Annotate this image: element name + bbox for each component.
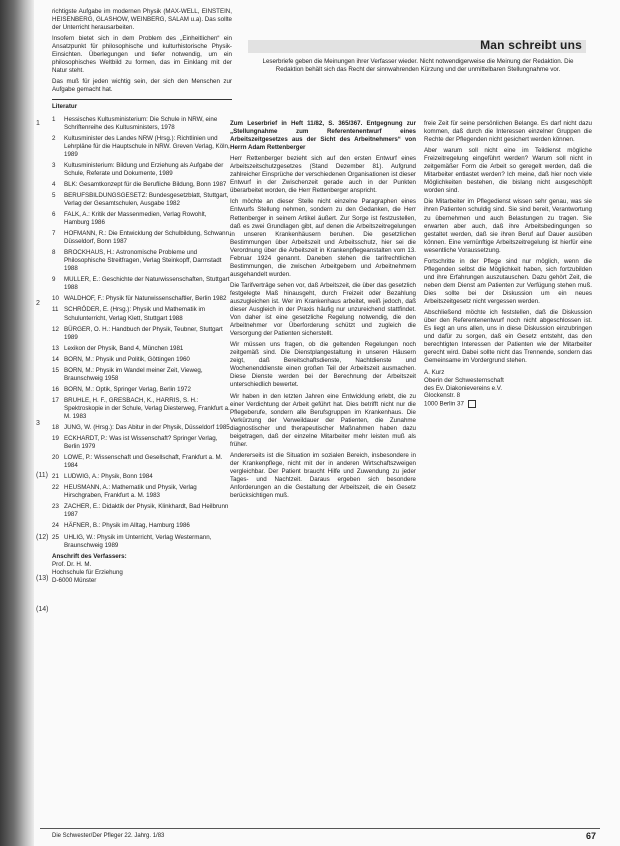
letter-paragraph: Andererseits ist die Situation im sozialen Bereich, insbesondere in der Krankenpflege, nicht mit der in anderen Wirtschaftszweigen vergleichbar. Der Patient braucht Hilfe und Zuwendung zu jeder Tages- und Nachtzeit. Daraus ergeben sich besondere Anforderungen an die Gestaltung der Arbeitszeit, die ein Gesetz berücksichtigen muß. [230,451,416,500]
reference-text: ECKHARDT, P.: Was ist Wissenschaft? Springer Verlag, Berlin 1979 [64,435,218,451]
reference-text: ZACHER, E.: Didaktik der Physik, Klinkhardt, Bad Heilbrunn 1987 [64,503,229,519]
letter-headline: Zum Leserbrief in Heft 11/82, S. 365/367. Entgegnung zur „Stellungnahme zum Referentenentwurf eines Arbeitszeitgesetzes aus der Sicht des Arbeitnehmers“ von Herrn Adam Rettenberger [230,120,416,152]
author-address-heading: Anschrift des Verfassers: [52,552,127,560]
letter-paragraph: Abschließend möchte ich feststellen, daß die Diskussion über den Referentenentwurf noch nicht abgeschlossen ist. Es liegt an uns allen, uns in diese Diskussion einzubringen und dafür zu sorgen, daß ein Gesetz entsteht, das den berechtigten Interessen der Patienten wie der Mitarbeiter gerecht wird. Dabei sollte nicht das Trennende, sondern das Gemeinsame im Vordergrund stehen. [424,309,592,365]
reference-number: 24 [52,522,59,530]
section-divider [52,99,232,100]
reference-number: 5 [52,191,56,199]
reference-number: 19 [52,435,59,443]
reference-number: 17 [52,396,59,404]
reference-text: SCHRÖDER, E. (Hrsg.): Physik und Mathematik im Schulunterricht, Verlag Klett, Stuttgart 1988 [64,306,205,322]
gutter-mark: 1 [36,120,40,127]
signature-line: des Ev. Diakonievereins e.V. [424,384,503,392]
references-heading: Literatur [52,103,78,111]
reference-number: 8 [52,249,56,257]
reference-item [52,386,232,394]
signature-line: Glockenstr. 8 [424,392,461,400]
letter-paragraph: Aber warum soll nicht eine im Teildienst mögliche Freizeitregelung eingeführt werden? Warum soll nicht in zeitgemäßer Form die Arbeit so geregelt werden, daß die Mitarbeiter entlastet werden? Ich meine, daß hier noch viele Möglichkeiten bestehen, die bislang nicht ausgeschöpft worden sind. [424,147,592,195]
editorial-note: Leserbriefe geben die Meinungen ihrer Verfasser wieder. Nicht notwendigerweise die Meinung der Redaktion. Die Redaktion behält sich das Recht der sinnwahrenden Kürzung und der unmittelbaren Stellungnahme vor. [262,58,574,73]
letter-paragraph: Ich möchte an dieser Stelle nicht einzelne Paragraphen eines Entwurfs Stellung nehmen, sondern zu den Gedanken, die Herr Rettenberger in seinem Artikel äußert. Zur Sorge ist festzustellen, daß es zwei Grundlagen gibt, auf denen die Arbeitszeitregelungen in unseren Krankenhäusern beruhen. Die gesetzlichen Bestimmungen über Arbeitszeit und Arbeitsschutz, hier sei die Verordnung über die Arbeitszeit in Krankenpflegeanstalten vom 13. Februar 1924 genannt. Daneben stehen die tarifrechtlichen Bestimmungen, die zwischen Arbeitgebern und Arbeitnehmern ausgehandelt wurden. [230,198,416,278]
reference-text: BORN, M.: Physik im Wandel meiner Zeit, Vieweg, Braunschweig 1958 [64,366,203,382]
reference-text: BORN, M.: Optik, Springer Verlag, Berlin 1972 [64,385,191,393]
reference-text: LUDWIG, A.: Physik, Bonn 1984 [64,473,153,481]
reference-text: BLK: Gesamtkonzept für die Berufliche Bildung, Bonn 1987 [64,180,227,188]
reference-number: 18 [52,424,59,432]
author-address-line: Hochschule für Erziehung [52,568,123,576]
article-paragraph: richtigste Aufgabe im modernen Physik (MAX-WELL, EINSTEIN, HEISENBERG, GLASHOW, WEINBERG, SALAM u.a). Das sollte der Unterricht herausarbeiten. [52,8,232,32]
reference-text: BÜRGER, O. H.: Handbuch der Physik, Teubner, Stuttgart 1989 [64,325,223,341]
reference-item [52,116,232,132]
reference-item [52,503,232,519]
gutter-mark: (11) [36,472,48,479]
article-paragraph: Insofern bietet sich in dem Problem des „Einheitlichen“ ein Ansatzpunkt für philosophische und kulturhistorische Physik-Einsichten. Überlegungen und tiefer notwendig, um ein philosophisches Weltbild zu formen, das im Einklang mit der Natur steht. [52,35,232,75]
reference-item [52,345,232,353]
reference-item [52,522,232,530]
reference-text: MULLER, E.: Geschichte der Naturwissenschaften, Stuttgart 1988 [64,276,230,292]
reference-number: 1 [52,115,56,123]
reference-number: 6 [52,210,56,218]
reference-item [52,249,232,273]
reference-text: BORN, M.: Physik und Politik, Göttingen 1960 [64,355,190,363]
signature-line: A. Kurz [424,369,445,377]
reference-item [52,356,232,364]
reference-item [52,162,232,178]
letter-column-left [230,120,416,820]
author-address-line: D-6000 Münster [52,576,97,584]
reference-number: 15 [52,366,59,374]
reference-number: 7 [52,230,56,238]
reference-text: JUNG, W. (Hrsg.): Das Abitur in der Physik, Düsseldorf 1985 [64,424,230,432]
reference-number: 21 [52,473,59,481]
letter-paragraph: Wir haben in den letzten Jahren eine Entwicklung erlebt, die zu einer Verdichtung der Arbeit geführt hat. Dies betrifft nicht nur die Pflegeberufe, sondern alle Berufsgruppen im Krankenhaus. Die Verkürzung der Verweildauer der Patienten, die Zunahme diagnostischer und therapeutischer Maßnahmen haben dazu beigetragen, daß der einzelne Mitarbeiter mehr leisten muß als früher. [230,392,416,448]
reference-item [52,473,232,481]
reference-item [52,454,232,470]
reference-item [52,534,232,550]
gutter-mark: (12) [36,534,49,541]
reference-item [52,435,232,451]
reference-number: 9 [52,276,56,284]
reference-text: FALK, A.: Kritik der Massenmedien, Verlag Rowohlt, Hamburg 1986 [64,210,207,227]
author-address-line: Prof. Dr. H. M. [52,560,92,568]
reference-list [52,116,232,550]
signature-line: Oberin der Schwesternschaft [424,376,504,384]
reference-item [52,306,232,322]
reference-item [52,484,232,500]
reference-text: HOFMANN, R.: Die Entwicklung der Schulbildung, Schwann, Düsseldorf, Bonn 1987 [64,230,231,246]
reference-item [52,326,232,342]
reference-number: 16 [52,385,59,393]
reference-number: 4 [52,180,56,188]
reference-item [52,424,232,432]
reference-number: 25 [52,533,59,541]
signature-line: 1000 Berlin 37 [424,400,592,408]
reference-item [52,192,232,208]
reference-number: 11 [52,306,59,314]
gutter-mark: (13) [36,575,49,582]
reference-number: 14 [52,355,59,363]
reference-number: 23 [52,503,59,511]
reference-text: BRUHLE, H. F., GRESBACH, K., HARRIS, S. H.: Spektroskopie in der Schule, Verlag Diesterweg, Frankfurt a. M. 1983 [64,396,230,420]
reference-item [52,135,232,159]
letter-paragraph: Herr Rettenberger bezieht sich auf den ersten Entwurf eines Arbeitszeitschutzgesetzes (Stand Dezember 81). Aufgrund zahlreicher Einsprüche der verschiedenen Organisationen ist dieser Entwurf in der Zwischenzeit gerade auch in der Punkten überarbeitet worden, die Herr Rettenberger anspricht. [230,155,416,195]
reference-text: Lexikon der Physik, Band 4, München 1981 [64,344,184,352]
reference-number: 20 [52,454,59,462]
reference-text: Kultusministerium: Bildung und Erziehung als Aufgabe der Schule, Referate und Dokumente, 1989 [64,161,224,177]
letter-paragraph: Die Tarifverträge sehen vor, daß Arbeitszeit, die über das gesetzlich festgelegte Maß hinausgeht, durch Freizeit oder Bezahlung auszugleichen ist. Wer im Krankenhaus arbeitet, weiß jedoch, daß dieser Ausgleich in der Praxis häufig nur unzureichend stattfindet. Von daher ist eine gesetzliche Regelung notwendig, die den Arbeitnehmer vor Überforderung schützt und zugleich die Versorgung der Patienten sicherstellt. [230,281,416,338]
reference-item [52,230,232,246]
gutter-mark: 3 [36,420,40,427]
letter-signature [424,369,592,408]
reference-text: LOWE, P.: Wissenschaft und Gesellschaft, Frankfurt a. M. 1984 [64,454,223,470]
reference-number: 10 [52,295,59,303]
reference-number: 13 [52,344,59,352]
previous-article-column [52,8,232,826]
reference-text: Hessisches Kultusministerium: Die Schule in NRW, eine Schriftenreihe des Kultusministers, 1978 [64,115,218,131]
reference-item [52,367,232,383]
gutter-mark: (14) [36,606,49,613]
reference-number: 22 [52,484,59,492]
letter-paragraph: freie Zeit für seine persönlichen Belange. Es darf nicht dazu kommen, daß durch die Interessen einzelner Gruppen die Rechte der Pflegenden nicht gesichert werden können. [424,120,592,144]
reference-text: HÄFNER, B.: Physik im Alltag, Hamburg 1986 [64,522,190,530]
letter-column-right [424,120,592,820]
reference-number: 2 [52,134,56,142]
reference-item [52,211,232,227]
letter-paragraph: Die Mitarbeiter im Pflegedienst wissen sehr genau, was sie ihren Patienten schuldig sind. Sie sind bereit, Verantwortung zu übernehmen und auch Belastungen zu tragen. Sie erwarten aber auch, daß ihre Arbeitsbedingungen so gestaltet werden, daß sie ihren Beruf auf Dauer ausüben können. Eine vernünftige Arbeitszeitregelung ist hierfür eine wesentliche Voraussetzung. [424,198,592,254]
reference-text: Kultusminister des Landes NRW (Hrsg.): Richtlinien und Lehrpläne für die Hauptschule in NRW. Greven Verlag, Köln, 1989 [64,134,230,158]
reference-item [52,276,232,292]
reference-text: WALDHOF, F.: Physik für Naturwissenschaftler, Berlin 1982 [64,295,227,303]
page-number: 67 [585,831,596,841]
reference-item [52,295,232,303]
section-title: Man schreibt uns [480,38,582,52]
journal-footer: Die Schwester/Der Pfleger 22. Jahrg. 1/83 [52,833,165,839]
reference-number: 12 [52,325,59,333]
reference-item [52,181,232,189]
reference-item [52,397,232,421]
reference-text: HEUSMANN, A.: Mathematik und Physik, Verlag Hirschgraben, Frankfurt a. M. 1983 [64,484,197,500]
book-binding-shadow [0,0,34,846]
reference-text: BROCKHAUS, H.: Astronomische Probleme und Philosophische Streitfragen, Verlag Steinkopff, Darmstadt 1988 [64,249,222,273]
gutter-mark: 2 [36,300,40,307]
footer-rule [40,828,600,829]
article-paragraph: Das muß für jeden wichtig sein, der sich den Menschen zur Aufgabe gemacht hat. [52,78,232,94]
end-of-article-square-icon [468,400,476,408]
reference-number: 3 [52,161,56,169]
letter-paragraph: Wir müssen uns fragen, ob die geltenden Regelungen noch zeitgemäß sind. Die Dienstplangestaltung in unseren Häusern zeigt, daß Bereitschaftsdienste, Nachtdienste und Wochenenddienste einen großen Teil der Arbeitszeit ausmachen. Diese Dienste werden bei der Berechnung der Arbeitszeit unterschiedlich bewertet. [230,341,416,389]
reference-text: BERUFSBILDUNGSGESETZ: Bundesgesetzblatt, Stuttgart, Verlag der Gesamtschulen, Ausgabe 1982 [64,191,229,207]
reference-text: UHLIG, W.: Physik im Unterricht, Verlag Westermann, Braunschweig 1989 [64,533,212,549]
letter-paragraph: Fortschritte in der Pflege sind nur möglich, wenn die Pflegenden selbst die Möglichkeit haben, sich fortzubilden und ihre Erfahrungen auszutauschen. Dazu gehört Zeit, die neben dem Dienst am Patienten zur Verfügung stehen muß. Dies sollte bei der Diskussion um ein neues Arbeitszeitgesetz nicht vergessen werden. [424,257,592,305]
